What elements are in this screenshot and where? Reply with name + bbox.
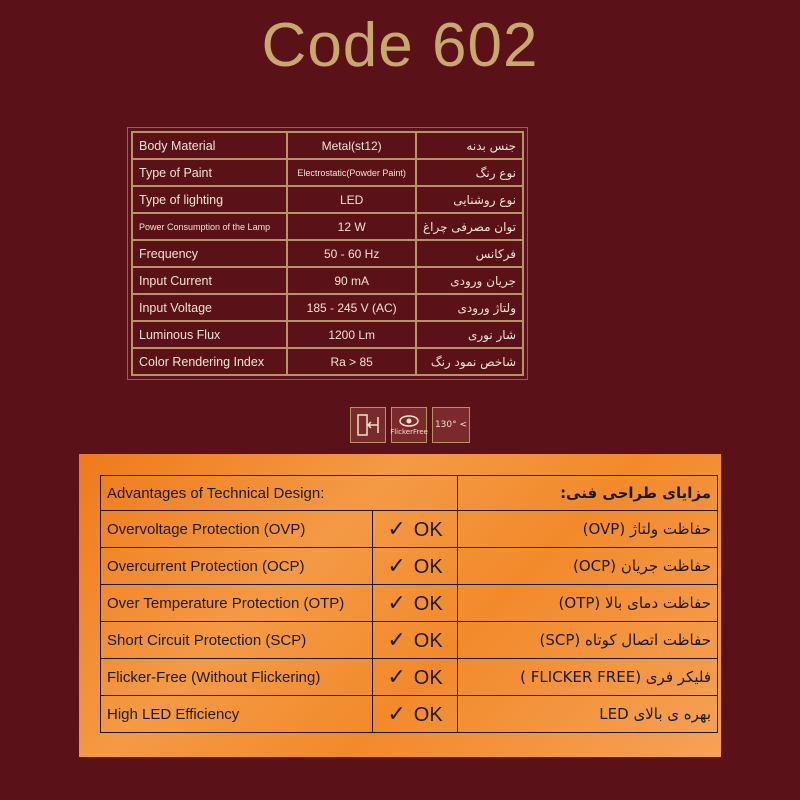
feature-icons xyxy=(350,407,470,444)
table-row xyxy=(132,294,523,321)
spec-label-fa: شاخص نمود رنگ xyxy=(416,348,523,375)
advantage-label: Flicker-Free (Without Flickering) xyxy=(101,659,373,696)
spec-label-fa: ولتاژ ورودی xyxy=(416,294,523,321)
spec-label: Input Voltage xyxy=(132,294,287,321)
spec-label: Luminous Flux xyxy=(132,321,287,348)
table-row xyxy=(132,159,523,186)
advantage-label-fa: فلیکر فری (FLICKER FREE ) xyxy=(458,659,718,696)
advantage-status xyxy=(373,696,458,733)
advantage-label: Short Circuit Protection (SCP) xyxy=(101,622,373,659)
spec-label-fa: جریان ورودی xyxy=(416,267,523,294)
spec-value: 185 - 245 V (AC) xyxy=(287,294,416,321)
spec-label: Type of lighting xyxy=(132,186,287,213)
spec-label: Input Current xyxy=(132,267,287,294)
spec-value: 12 W xyxy=(287,213,416,240)
spec-label: Body Material xyxy=(132,132,287,159)
advantage-status xyxy=(373,659,458,696)
advantage-label-fa: حفاظت دمای بالا (OTP) xyxy=(458,585,718,622)
check-icon: ✓ xyxy=(387,701,406,726)
spec-label-fa: فرکانس xyxy=(416,240,523,267)
advantage-status xyxy=(373,622,458,659)
ok-label: OK xyxy=(413,630,443,652)
table-row xyxy=(132,267,523,294)
spec-label: Type of Paint xyxy=(132,159,287,186)
spec-value: 1200 Lm xyxy=(287,321,416,348)
ok-label: OK xyxy=(413,519,443,541)
spec-value: LED xyxy=(287,186,416,213)
table-row xyxy=(101,659,718,696)
flicker-free-icon xyxy=(391,407,427,443)
spec-value: 50 - 60 Hz xyxy=(287,240,416,267)
advantage-status xyxy=(373,511,458,548)
spec-table xyxy=(131,131,524,376)
spec-value: Ra > 85 xyxy=(287,348,416,375)
ok-label: OK xyxy=(413,667,443,689)
advantage-label-fa: حفاظت جریان (OCP) xyxy=(458,548,718,585)
advantage-label-fa: حفاظت اتصال کوتاه (SCP) xyxy=(458,622,718,659)
advantages-header-row xyxy=(101,476,718,511)
advantages-header-en: Advantages of Technical Design: xyxy=(101,476,458,511)
advantage-label: Over Temperature Protection (OTP) xyxy=(101,585,373,622)
table-row xyxy=(132,132,523,159)
table-row xyxy=(101,696,718,733)
advantage-label-fa: حفاظت ولتاژ (OVP) xyxy=(458,511,718,548)
spec-label-fa: نوع رنگ xyxy=(416,159,523,186)
advantage-status xyxy=(373,548,458,585)
advantage-label: Overvoltage Protection (OVP) xyxy=(101,511,373,548)
ok-label: OK xyxy=(413,556,443,578)
check-icon: ✓ xyxy=(387,664,406,689)
page-title: Code 602 xyxy=(261,11,539,80)
ok-label: OK xyxy=(413,593,443,615)
table-row xyxy=(132,240,523,267)
check-icon: ✓ xyxy=(387,516,406,541)
table-row xyxy=(132,186,523,213)
advantage-label-fa: بهره ی بالای LED xyxy=(458,696,718,733)
spec-label: Power Consumption of the Lamp xyxy=(132,213,287,240)
table-row xyxy=(101,585,718,622)
table-row xyxy=(132,348,523,375)
table-row xyxy=(101,548,718,585)
table-row xyxy=(101,511,718,548)
spec-label: Color Rendering Index xyxy=(132,348,287,375)
beam-angle-label: 130° < xyxy=(434,420,468,430)
check-icon: ✓ xyxy=(387,627,406,652)
spec-value: Metal(st12) xyxy=(287,132,416,159)
advantage-status xyxy=(373,585,458,622)
beam-angle-icon xyxy=(432,407,470,443)
spec-label-fa: شار نوری xyxy=(416,321,523,348)
advantage-label: Overcurrent Protection (OCP) xyxy=(101,548,373,585)
spec-label: Frequency xyxy=(132,240,287,267)
advantage-label: High LED Efficiency xyxy=(101,696,373,733)
spec-value: 90 mA xyxy=(287,267,416,294)
table-row xyxy=(132,321,523,348)
door-entry-icon xyxy=(350,407,386,443)
spec-label-fa: نوع روشنایی xyxy=(416,186,523,213)
spec-label-fa: جنس بدنه xyxy=(416,132,523,159)
advantages-header-fa: مزایای طراحی فنی: xyxy=(458,476,718,511)
check-icon: ✓ xyxy=(387,553,406,578)
table-row xyxy=(101,622,718,659)
advantages-table xyxy=(100,475,718,733)
check-icon: ✓ xyxy=(387,590,406,615)
spec-label-fa: توان مصرفی چراغ xyxy=(416,213,523,240)
table-row xyxy=(132,213,523,240)
ok-label: OK xyxy=(413,704,443,726)
spec-value: Electrostatic(Powder Paint) xyxy=(287,159,416,186)
flicker-free-label: FlickerFree xyxy=(390,428,428,436)
